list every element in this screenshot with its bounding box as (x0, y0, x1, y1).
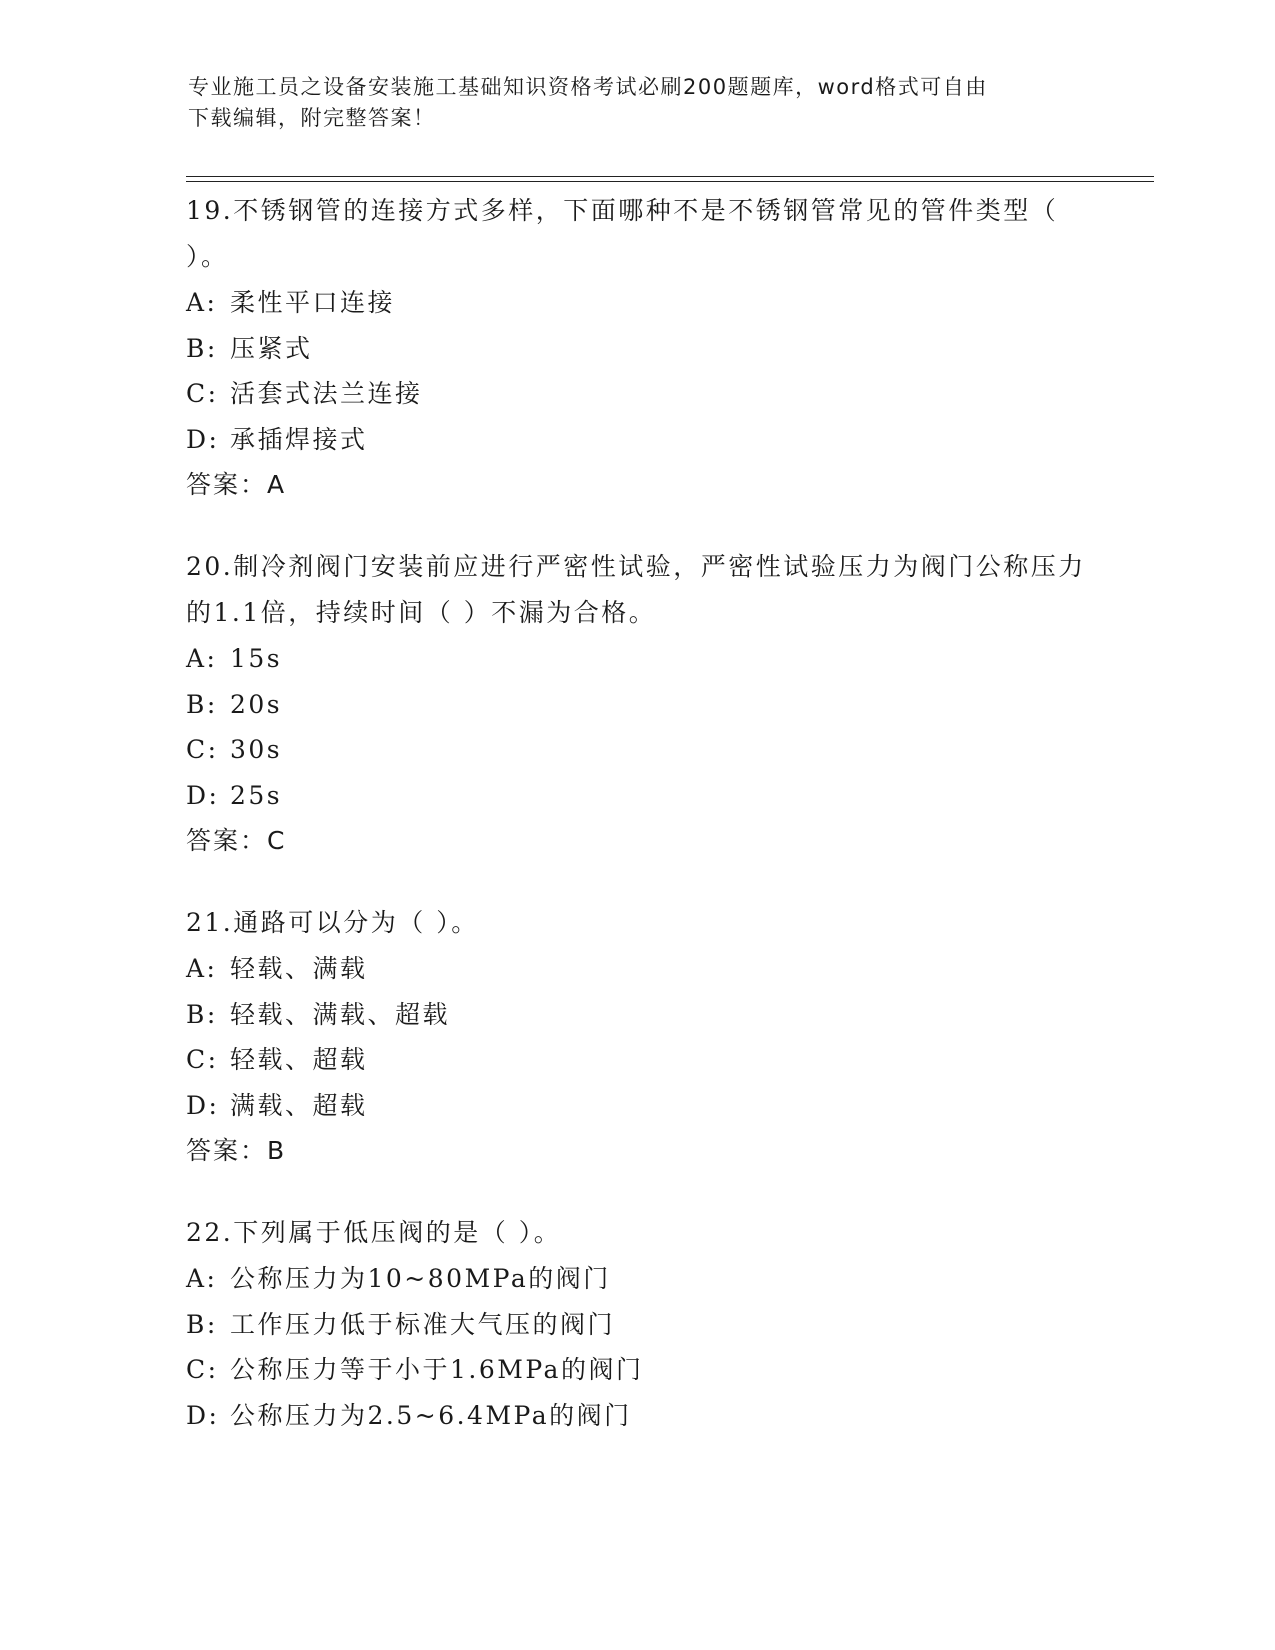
option-b (186, 1302, 1086, 1348)
option-key: B: (186, 333, 218, 363)
option-text: 活套式法兰连接 (230, 379, 423, 408)
answer-line: 答案：A (186, 470, 287, 499)
option-c (186, 371, 1086, 417)
question-19 (186, 188, 1086, 507)
answer-line: 答案：C (186, 826, 287, 855)
option-text: 公称压力为2.5~6.4MPa的阀门 (230, 1400, 632, 1430)
header-title-line-2: 下载编辑，附完整答案！ (188, 106, 436, 130)
option-key: B: (186, 1309, 218, 1339)
option-key: B: (186, 689, 218, 719)
header-divider-second (186, 181, 1154, 182)
question-stem: 22.下列属于低压阀的是（ ）。 (186, 1218, 562, 1247)
option-key: C: (186, 735, 219, 764)
option-b (186, 682, 1086, 728)
option-text: 承插焊接式 (230, 424, 368, 454)
option-text: 25s (230, 780, 283, 810)
header-divider (186, 176, 1154, 177)
option-a (186, 946, 1086, 992)
option-a (186, 636, 1086, 682)
option-text: 20s (230, 689, 283, 719)
option-key: C: (186, 1045, 219, 1074)
option-key: A: (186, 644, 218, 673)
question-stem: 20.制冷剂阀门安装前应进行严密性试验，严密性试验压力为阀门公称压力的1.1倍，持续时间（ ）不漏为合格。 (186, 552, 1086, 627)
option-d (186, 417, 1086, 463)
question-stem: 21.通路可以分为（ ）。 (186, 908, 479, 937)
option-b (186, 992, 1086, 1038)
option-key: D: (186, 1400, 220, 1430)
option-text: 柔性平口连接 (230, 288, 396, 317)
option-text: 公称压力等于小于1.6MPa的阀门 (230, 1355, 644, 1384)
answer-line: 答案：B (186, 1136, 287, 1165)
option-text: 工作压力低于标准大气压的阀门 (230, 1309, 616, 1339)
option-key: A: (186, 288, 218, 317)
option-c (186, 727, 1086, 773)
option-text: 轻载、满载、超载 (230, 999, 451, 1029)
option-key: B: (186, 999, 218, 1029)
option-d (186, 773, 1086, 819)
option-key: C: (186, 379, 219, 408)
option-key: D: (186, 424, 220, 454)
option-text: 公称压力为10~80MPa的阀门 (230, 1264, 611, 1293)
option-b (186, 326, 1086, 372)
question-22 (186, 1210, 1086, 1438)
header-title-line-1: 专业施工员之设备安装施工基础知识资格考试必刷200题题库，word格式可自由 (188, 75, 988, 99)
option-key: A: (186, 1264, 218, 1293)
option-d (186, 1083, 1086, 1129)
question-20 (186, 544, 1086, 863)
option-text: 轻载、满载 (230, 954, 368, 983)
option-c (186, 1347, 1086, 1393)
option-text: 15s (230, 644, 283, 673)
question-21 (186, 900, 1086, 1173)
question-list (186, 188, 1086, 1475)
question-stem: 19.不锈钢管的连接方式多样，下面哪种不是不锈钢管常见的管件类型（ ）。 (186, 196, 1059, 271)
option-key: D: (186, 780, 220, 810)
option-text: 轻载、超载 (230, 1045, 368, 1074)
document-header (188, 72, 1088, 134)
option-a (186, 280, 1086, 326)
option-a (186, 1256, 1086, 1302)
option-text: 满载、超载 (230, 1090, 368, 1120)
option-key: A: (186, 954, 218, 983)
option-d (186, 1393, 1086, 1439)
option-key: C: (186, 1355, 219, 1384)
option-text: 30s (230, 735, 283, 764)
option-c (186, 1037, 1086, 1083)
option-key: D: (186, 1090, 220, 1120)
option-text: 压紧式 (230, 333, 313, 363)
